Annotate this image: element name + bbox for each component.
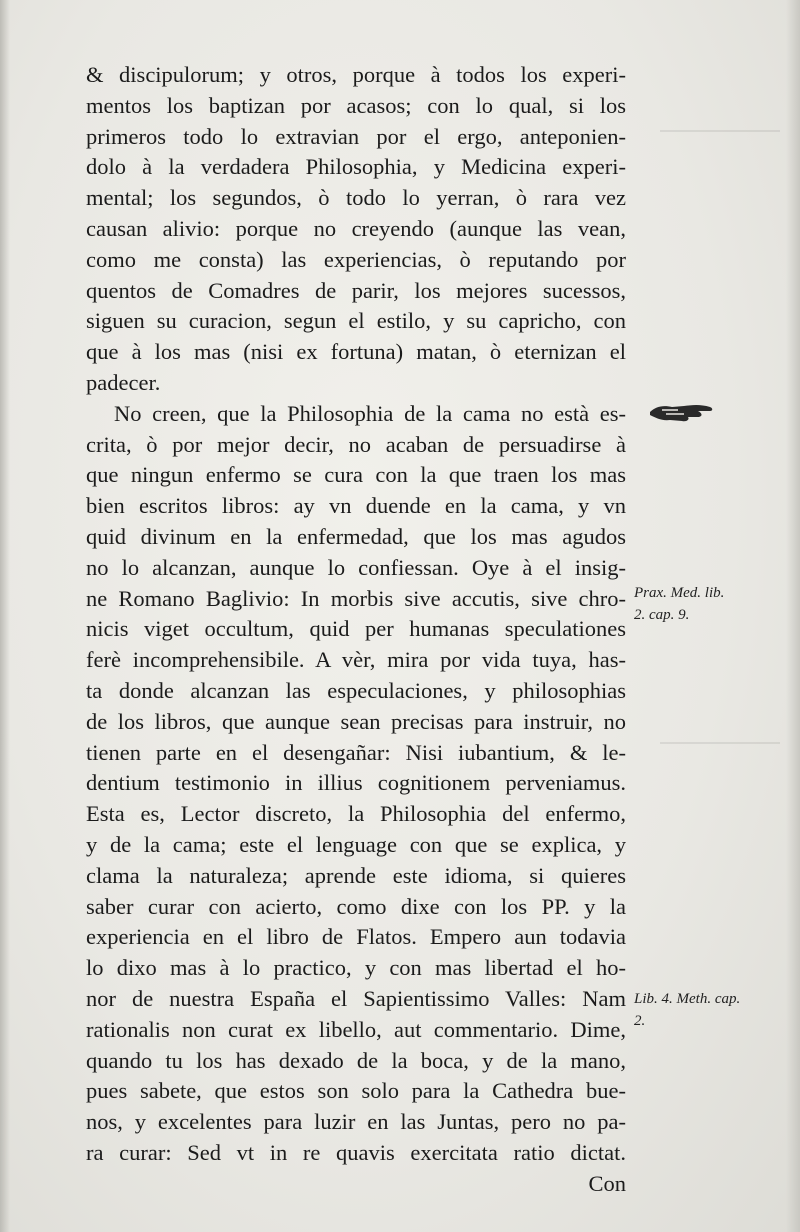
text-line: pues sabete, que estos son solo para la Cathedra bue-: [86, 1078, 626, 1104]
text-line: quentos de Comadres de parir, los mejores sucessos,: [86, 277, 626, 303]
catchword: Con: [588, 1170, 626, 1196]
text-line: que ningun enfermo se cura con la que traen los mas: [86, 462, 626, 488]
bleed-through-mark: [660, 742, 780, 744]
text-line: Esta es, Lector discreto, la Philosophia del enfermo,: [86, 801, 626, 827]
text-line: dentium testimonio in illius cognitionem perveniamus.: [86, 770, 626, 796]
text-line: tienen parte en el desengañar: Nisi iubantium, & le-: [86, 739, 626, 765]
text-line: quid divinum en la enfermedad, que los mas agudos: [86, 523, 626, 549]
paragraph-start-line: No creen, que la Philosophia de la cama no està es-: [114, 400, 626, 426]
page-gutter-shadow: [0, 0, 10, 1232]
text-line: clama la naturaleza; aprende este idioma, si quieres: [86, 862, 626, 888]
text-line: siguen su curacion, segun el estilo, y su capricho, con: [86, 308, 626, 334]
text-line: crita, ò por mejor decir, no acaban de persuadirse à: [86, 431, 626, 457]
text-line: ne Romano Baglivio: In morbis sive accutis, sive chro-: [86, 585, 626, 611]
margin-note: 2. cap. 9.: [634, 607, 690, 623]
text-line: primeros todo lo extravian por el ergo, anteponien-: [86, 123, 626, 149]
text-line: de los libros, que aunque sean precisas para instruir, no: [86, 708, 626, 734]
main-text-block: [86, 60, 626, 1199]
pointing-hand-icon: [648, 398, 716, 426]
text-line: & discipulorum; y otros, porque à todos los experi-: [86, 62, 626, 87]
text-line: ferè incomprehensibile. A vèr, mira por vida tuya, has-: [86, 647, 626, 673]
margin-note: Prax. Med. lib.: [634, 585, 725, 601]
text-line: mentos los baptizan por acasos; con lo qual, si los: [86, 92, 626, 118]
text-line: bien escritos libros: ay vn duende en la cama, y vn: [86, 493, 626, 519]
text-line: quando tu los has dexado de la boca, y de la mano,: [86, 1047, 626, 1073]
text-line: mental; los segundos, ò todo lo yerran, ò rara vez: [86, 185, 626, 211]
text-line: ra curar: Sed vt in re quavis exercitata ratio dictat.: [86, 1139, 626, 1165]
text-line: como me consta) las experiencias, ò reputando por: [86, 246, 626, 272]
text-line: padecer.: [86, 369, 161, 395]
text-line: experiencia en el libro de Flatos. Empero aun todavia: [86, 924, 626, 950]
text-line: no lo alcanzan, aunque lo confiessan. Oye à el insig-: [86, 554, 626, 580]
text-line: que à los mas (nisi ex fortuna) matan, ò eternizan el: [86, 339, 626, 365]
text-line: ta donde alcanzan las especulaciones, y philosophias: [86, 677, 626, 703]
page-edge-shadow: [786, 0, 800, 1232]
text-line: rationalis non curat ex libello, aut commentario. Dime,: [86, 1016, 626, 1042]
margin-note: Lib. 4. Meth. cap.: [634, 991, 741, 1007]
text-line: lo dixo mas à lo practico, y con mas libertad el ho-: [86, 955, 626, 981]
bleed-through-mark: [660, 130, 780, 132]
text-line: saber curar con acierto, como dixe con los PP. y la: [86, 893, 626, 919]
text-line: dolo à la verdadera Philosophia, y Medicina experi-: [86, 154, 626, 180]
text-line: nos, y excelentes para luzir en las Juntas, pero no pa-: [86, 1109, 626, 1135]
margin-note: 2.: [634, 1013, 646, 1029]
text-line: nicis viget occultum, quid per humanas speculationes: [86, 616, 626, 642]
text-line: nor de nuestra España el Sapientissimo Valles: Nam: [86, 985, 626, 1011]
text-line: causan alivio: porque no creyendo (aunque las vean,: [86, 215, 626, 241]
text-line: y de la cama; este el lenguage con que se explica, y: [86, 831, 626, 857]
